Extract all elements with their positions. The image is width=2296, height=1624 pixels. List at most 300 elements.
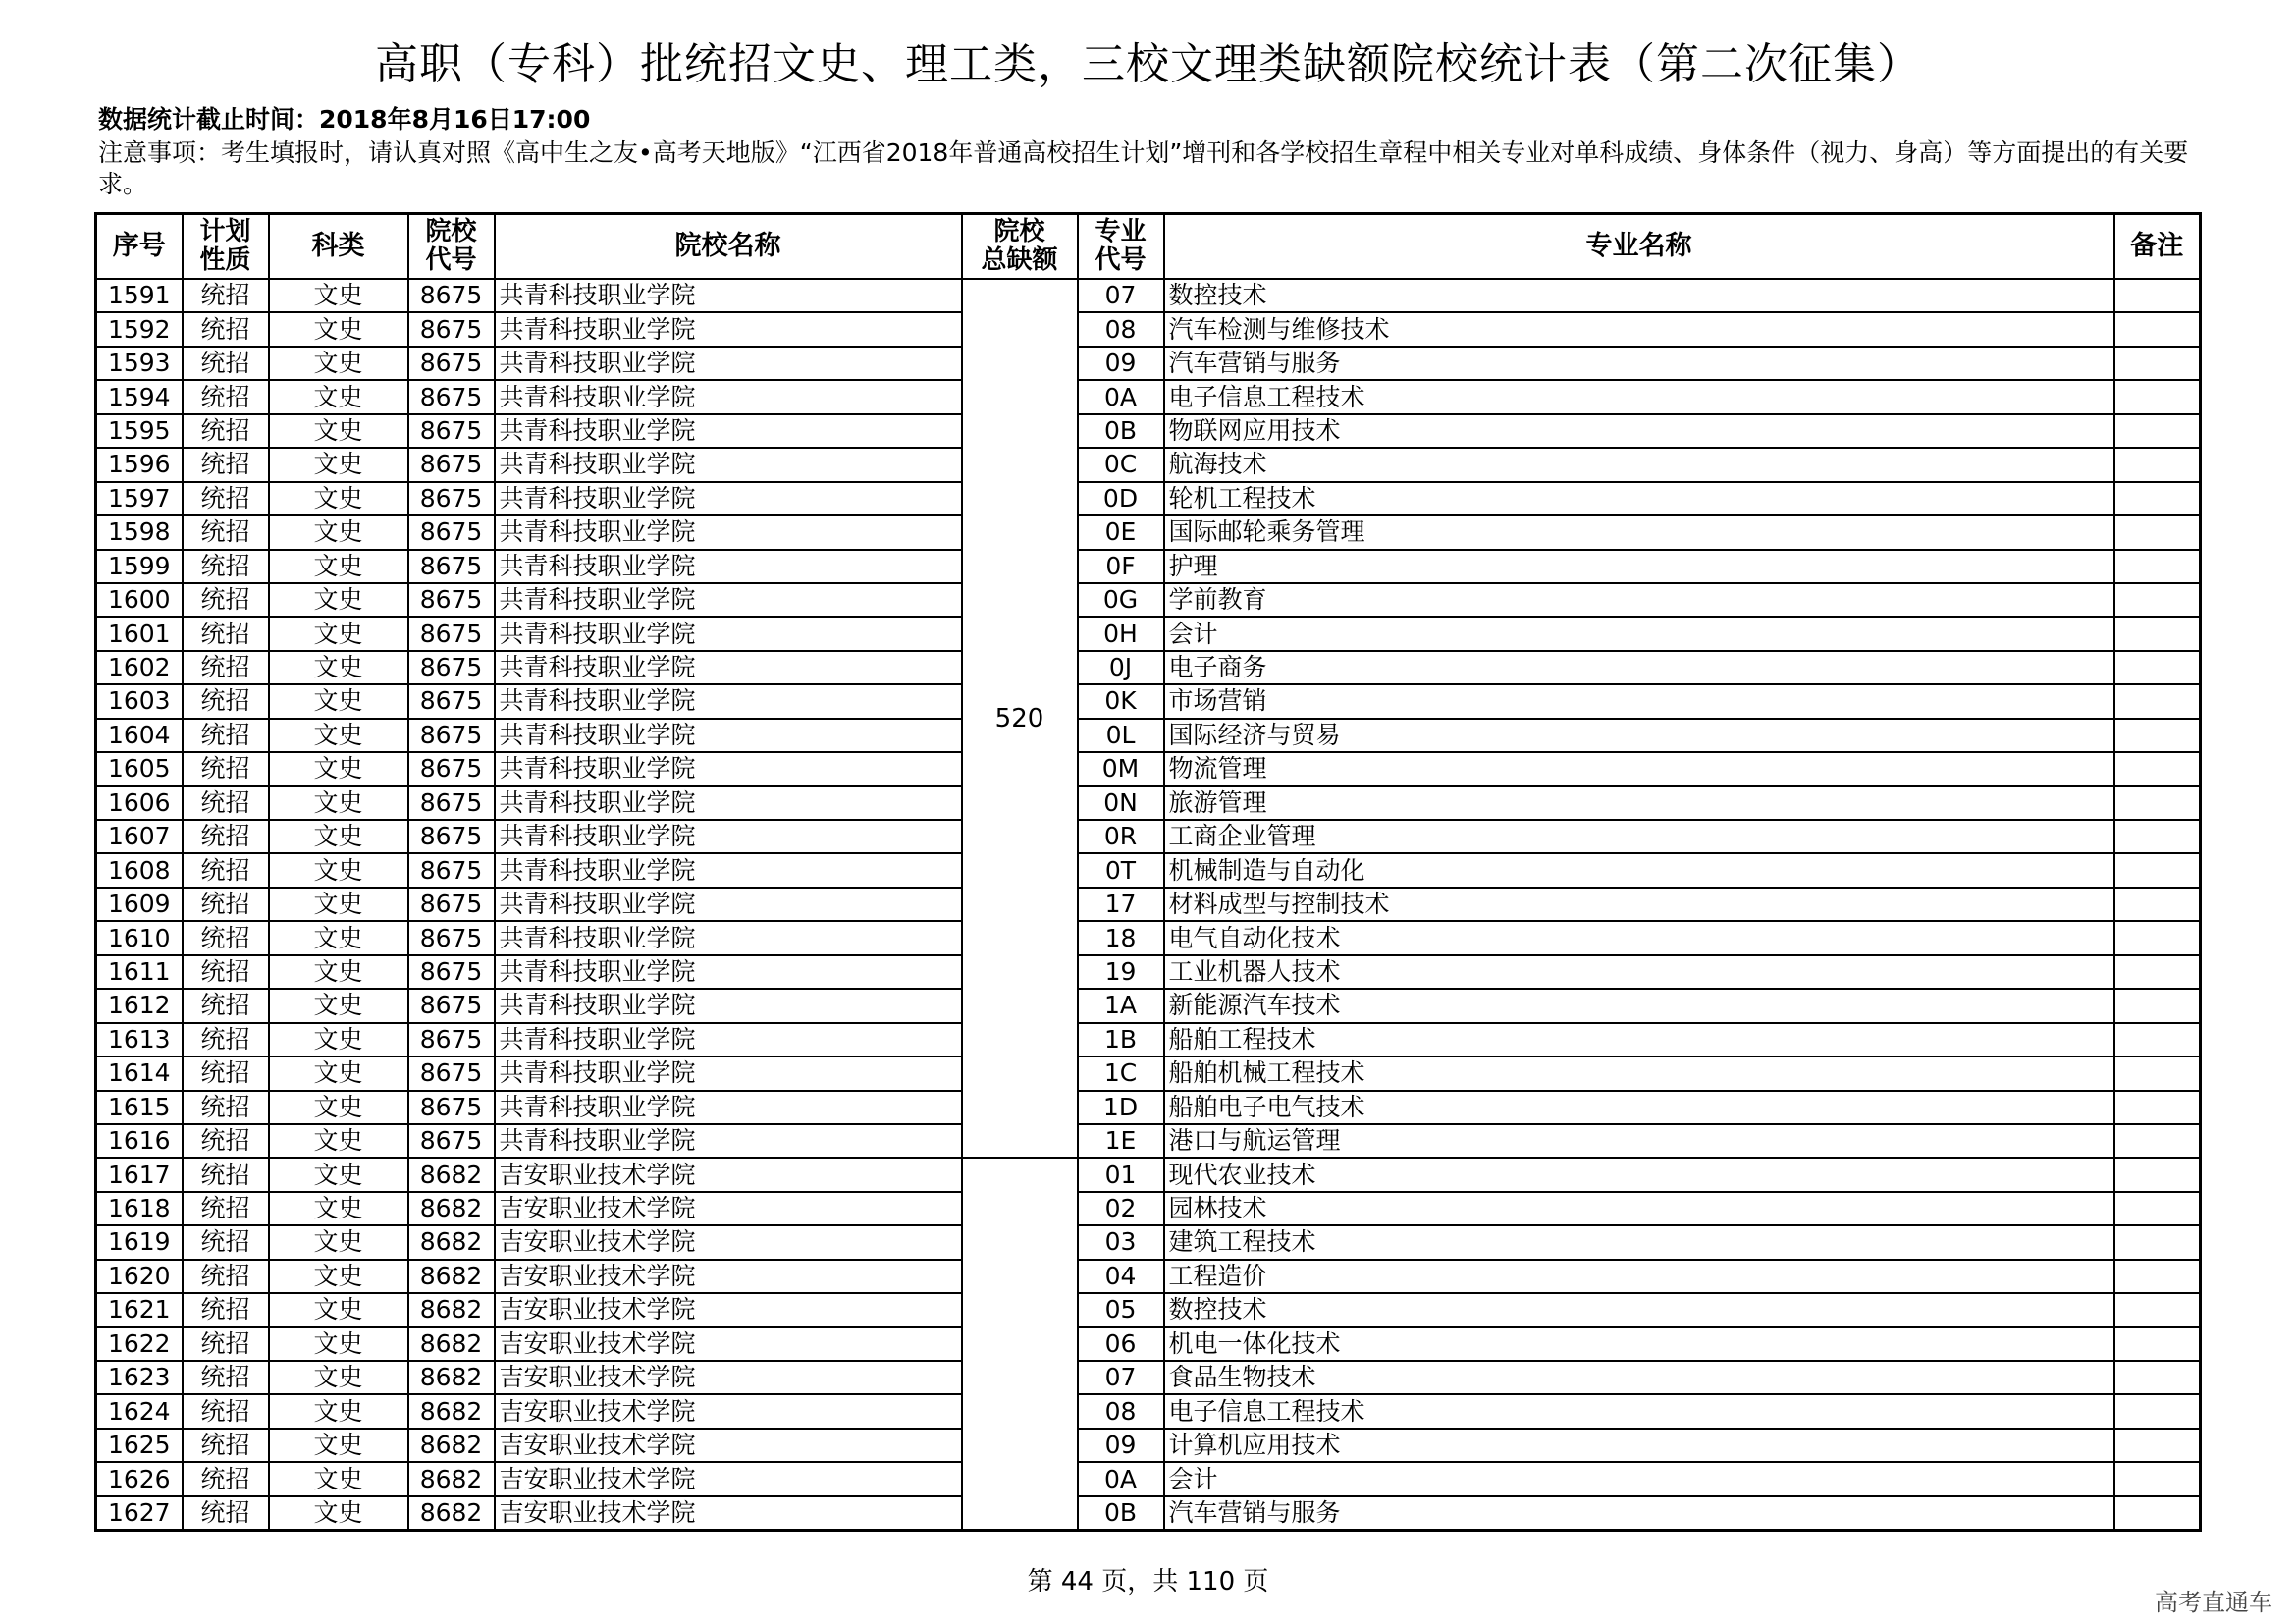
cell-seq: 1619 [96, 1225, 183, 1259]
cell-school-name: 吉安职业技术学院 [495, 1158, 962, 1191]
cell-major-code: 0A [1078, 1462, 1164, 1495]
cell-school-code: 8682 [408, 1192, 495, 1225]
table-row [96, 786, 2201, 820]
cell-seq: 1625 [96, 1429, 183, 1462]
table-row [96, 1091, 2201, 1124]
cell-remark [2114, 752, 2201, 785]
cell-major-name: 工业机器人技术 [1164, 955, 2114, 989]
table-row [96, 347, 2201, 380]
cell-seq: 1592 [96, 312, 183, 346]
cell-school-code: 8682 [408, 1462, 495, 1495]
table-row [96, 888, 2201, 921]
cell-remark [2114, 414, 2201, 448]
cell-category: 文史 [269, 414, 408, 448]
cell-major-name: 材料成型与控制技术 [1164, 888, 2114, 921]
table-row [96, 1260, 2201, 1293]
cell-category: 文史 [269, 347, 408, 380]
cell-plan: 统招 [183, 1394, 269, 1428]
cell-remark [2114, 1394, 2201, 1428]
cell-seq: 1612 [96, 989, 183, 1022]
cell-category: 文史 [269, 719, 408, 752]
cell-category: 文史 [269, 1023, 408, 1056]
cell-school-code: 8675 [408, 347, 495, 380]
cell-plan: 统招 [183, 1260, 269, 1293]
table-row [96, 989, 2201, 1022]
cell-major-code: 18 [1078, 921, 1164, 954]
cell-school-code: 8675 [408, 482, 495, 515]
cell-major-code: 0T [1078, 853, 1164, 887]
cell-major-code: 01 [1078, 1158, 1164, 1191]
cell-plan: 统招 [183, 312, 269, 346]
cell-seq: 1615 [96, 1091, 183, 1124]
col-header-plan-line2: 性质 [199, 245, 251, 275]
cell-major-name: 机电一体化技术 [1164, 1327, 2114, 1361]
cell-remark [2114, 1023, 2201, 1056]
cell-remark [2114, 1056, 2201, 1090]
cell-remark [2114, 888, 2201, 921]
table-row [96, 1327, 2201, 1361]
cell-school-code: 8682 [408, 1327, 495, 1361]
cell-major-name: 新能源汽车技术 [1164, 989, 2114, 1022]
cell-school-code: 8675 [408, 448, 495, 481]
cell-school-code: 8675 [408, 617, 495, 650]
cell-seq: 1600 [96, 583, 183, 617]
cell-remark [2114, 515, 2201, 549]
cell-major-code: 0R [1078, 820, 1164, 853]
cell-school-code: 8675 [408, 989, 495, 1022]
cell-school-code: 8675 [408, 380, 495, 413]
cell-school-name: 共青科技职业学院 [495, 786, 962, 820]
cell-school-name: 共青科技职业学院 [495, 482, 962, 515]
table-row [96, 380, 2201, 413]
cell-remark [2114, 347, 2201, 380]
cell-school-name: 共青科技职业学院 [495, 515, 962, 549]
col-header-school-code [408, 214, 495, 280]
cell-category: 文史 [269, 1429, 408, 1462]
table-header-row [96, 214, 2201, 280]
cell-remark [2114, 1260, 2201, 1293]
col-header-major-name: 专业名称 [1164, 214, 2114, 280]
table-row [96, 1124, 2201, 1158]
cell-major-code: 0M [1078, 752, 1164, 785]
table-row [96, 1462, 2201, 1495]
cell-school-name: 共青科技职业学院 [495, 651, 962, 684]
cell-plan: 统招 [183, 347, 269, 380]
cell-category: 文史 [269, 1293, 408, 1326]
col-header-vacancy-line2: 总缺额 [981, 245, 1058, 275]
cell-major-code: 0F [1078, 550, 1164, 583]
col-header-vacancy [962, 214, 1078, 280]
cell-school-code: 8675 [408, 550, 495, 583]
cell-school-name: 共青科技职业学院 [495, 312, 962, 346]
cell-remark [2114, 482, 2201, 515]
cell-plan: 统招 [183, 1158, 269, 1191]
cell-remark [2114, 550, 2201, 583]
table-row [96, 414, 2201, 448]
cell-major-code: 17 [1078, 888, 1164, 921]
cell-school-code: 8682 [408, 1293, 495, 1326]
cell-category: 文史 [269, 550, 408, 583]
cell-major-code: 09 [1078, 347, 1164, 380]
cell-major-code: 0H [1078, 617, 1164, 650]
cell-plan: 统招 [183, 448, 269, 481]
cell-plan: 统招 [183, 1225, 269, 1259]
cell-seq: 1613 [96, 1023, 183, 1056]
table-row [96, 617, 2201, 650]
cell-school-name: 吉安职业技术学院 [495, 1192, 962, 1225]
table-row [96, 515, 2201, 549]
page-footer: 第 44 页，共 110 页 [1027, 1567, 1269, 1597]
cell-major-name: 数控技术 [1164, 1293, 2114, 1326]
cell-category: 文史 [269, 955, 408, 989]
cell-major-code: 02 [1078, 1192, 1164, 1225]
cell-category: 文史 [269, 583, 408, 617]
cell-major-code: 0J [1078, 651, 1164, 684]
cell-seq: 1597 [96, 482, 183, 515]
cell-school-code: 8675 [408, 1056, 495, 1090]
table-row [96, 1056, 2201, 1090]
cell-remark [2114, 921, 2201, 954]
cell-school-code: 8675 [408, 955, 495, 989]
cell-remark [2114, 989, 2201, 1022]
col-header-major-code-line1: 专业 [1095, 217, 1147, 246]
cell-category: 文史 [269, 921, 408, 954]
cell-school-code: 8675 [408, 1023, 495, 1056]
cell-plan: 统招 [183, 1429, 269, 1462]
cell-major-name: 国际邮轮乘务管理 [1164, 515, 2114, 549]
cell-plan: 统招 [183, 752, 269, 785]
cell-seq: 1605 [96, 752, 183, 785]
cell-seq: 1616 [96, 1124, 183, 1158]
cell-category: 文史 [269, 820, 408, 853]
cell-category: 文史 [269, 853, 408, 887]
cell-school-code: 8675 [408, 651, 495, 684]
cell-major-name: 船舶工程技术 [1164, 1023, 2114, 1056]
cell-major-name: 护理 [1164, 550, 2114, 583]
cell-plan: 统招 [183, 1192, 269, 1225]
cell-remark [2114, 312, 2201, 346]
cell-major-name: 现代农业技术 [1164, 1158, 2114, 1191]
cell-major-name: 会计 [1164, 617, 2114, 650]
cell-category: 文史 [269, 1496, 408, 1531]
cell-school-name: 共青科技职业学院 [495, 684, 962, 718]
cell-remark [2114, 1429, 2201, 1462]
cell-major-code: 1E [1078, 1124, 1164, 1158]
cell-remark [2114, 380, 2201, 413]
table-row [96, 921, 2201, 954]
cell-plan: 统招 [183, 515, 269, 549]
table-row [96, 583, 2201, 617]
cell-major-code: 08 [1078, 312, 1164, 346]
cell-major-name: 食品生物技术 [1164, 1361, 2114, 1394]
cell-vacancy: 520 [962, 279, 1078, 1158]
cell-school-code: 8675 [408, 312, 495, 346]
cell-category: 文史 [269, 1394, 408, 1428]
cell-school-name: 共青科技职业学院 [495, 583, 962, 617]
cell-school-code: 8675 [408, 921, 495, 954]
cell-school-code: 8682 [408, 1394, 495, 1428]
cell-major-name: 物流管理 [1164, 752, 2114, 785]
table-row [96, 550, 2201, 583]
cell-remark [2114, 1462, 2201, 1495]
cell-school-code: 8675 [408, 1091, 495, 1124]
cell-category: 文史 [269, 380, 408, 413]
cell-school-name: 共青科技职业学院 [495, 719, 962, 752]
cell-seq: 1620 [96, 1260, 183, 1293]
table-row [96, 1225, 2201, 1259]
cell-school-name: 共青科技职业学院 [495, 921, 962, 954]
cell-school-name: 吉安职业技术学院 [495, 1361, 962, 1394]
cell-major-code: 04 [1078, 1260, 1164, 1293]
cell-major-code: 1A [1078, 989, 1164, 1022]
cell-major-name: 电子商务 [1164, 651, 2114, 684]
cell-school-name: 吉安职业技术学院 [495, 1225, 962, 1259]
cell-school-name: 吉安职业技术学院 [495, 1394, 962, 1428]
col-header-school-code-line2: 代号 [425, 245, 477, 275]
table-row [96, 1023, 2201, 1056]
cell-category: 文史 [269, 989, 408, 1022]
cell-remark [2114, 617, 2201, 650]
cell-category: 文史 [269, 786, 408, 820]
cell-major-name: 航海技术 [1164, 448, 2114, 481]
col-header-major-code [1078, 214, 1164, 280]
cell-major-code: 0D [1078, 482, 1164, 515]
cell-seq: 1596 [96, 448, 183, 481]
col-header-major-code-line2: 代号 [1095, 245, 1147, 275]
table-row [96, 820, 2201, 853]
cell-major-code: 0E [1078, 515, 1164, 549]
cell-category: 文史 [269, 1192, 408, 1225]
col-header-vacancy-line1: 院校 [993, 217, 1045, 246]
cell-school-code: 8675 [408, 752, 495, 785]
cell-seq: 1594 [96, 380, 183, 413]
cell-school-name: 共青科技职业学院 [495, 347, 962, 380]
cell-school-code: 8675 [408, 786, 495, 820]
cell-major-name: 船舶机械工程技术 [1164, 1056, 2114, 1090]
cell-category: 文史 [269, 1124, 408, 1158]
cell-school-name: 共青科技职业学院 [495, 820, 962, 853]
cell-school-name: 共青科技职业学院 [495, 414, 962, 448]
cell-remark [2114, 820, 2201, 853]
cell-seq: 1611 [96, 955, 183, 989]
cell-major-name: 机械制造与自动化 [1164, 853, 2114, 887]
cell-school-name: 吉安职业技术学院 [495, 1496, 962, 1531]
cell-vacancy [962, 1158, 1078, 1530]
cell-remark [2114, 1091, 2201, 1124]
cell-school-name: 吉安职业技术学院 [495, 1429, 962, 1462]
cell-category: 文史 [269, 1091, 408, 1124]
cell-seq: 1623 [96, 1361, 183, 1394]
col-header-plan-line1: 计划 [199, 217, 251, 246]
cell-school-name: 共青科技职业学院 [495, 448, 962, 481]
cell-school-code: 8682 [408, 1225, 495, 1259]
col-header-school-name: 院校名称 [495, 214, 962, 280]
cell-category: 文史 [269, 482, 408, 515]
cell-school-code: 8675 [408, 719, 495, 752]
cell-plan: 统招 [183, 1293, 269, 1326]
cell-school-code: 8675 [408, 820, 495, 853]
cell-major-code: 05 [1078, 1293, 1164, 1326]
cell-seq: 1599 [96, 550, 183, 583]
table-row [96, 1361, 2201, 1394]
cell-major-name: 电子信息工程技术 [1164, 380, 2114, 413]
cell-school-name: 共青科技职业学院 [495, 617, 962, 650]
cell-plan: 统招 [183, 651, 269, 684]
cell-school-code: 8675 [408, 414, 495, 448]
cell-major-name: 汽车检测与维修技术 [1164, 312, 2114, 346]
table-row [96, 1158, 2201, 1191]
cell-remark [2114, 1327, 2201, 1361]
table-row [96, 955, 2201, 989]
cell-school-code: 8675 [408, 279, 495, 312]
cell-plan: 统招 [183, 989, 269, 1022]
cell-major-name: 会计 [1164, 1462, 2114, 1495]
cell-school-name: 吉安职业技术学院 [495, 1260, 962, 1293]
cell-major-code: 07 [1078, 279, 1164, 312]
cell-school-code: 8675 [408, 853, 495, 887]
cell-major-name: 市场营销 [1164, 684, 2114, 718]
cell-plan: 统招 [183, 1091, 269, 1124]
cell-seq: 1610 [96, 921, 183, 954]
table-row [96, 853, 2201, 887]
cell-plan: 统招 [183, 617, 269, 650]
table-row [96, 651, 2201, 684]
cell-major-name: 轮机工程技术 [1164, 482, 2114, 515]
cell-school-code: 8682 [408, 1361, 495, 1394]
cell-major-code: 0C [1078, 448, 1164, 481]
cell-major-code: 1C [1078, 1056, 1164, 1090]
cell-category: 文史 [269, 1225, 408, 1259]
cell-plan: 统招 [183, 853, 269, 887]
cell-major-code: 0N [1078, 786, 1164, 820]
cell-major-code: 0L [1078, 719, 1164, 752]
cell-major-code: 1B [1078, 1023, 1164, 1056]
cell-plan: 统招 [183, 820, 269, 853]
cell-remark [2114, 1192, 2201, 1225]
cell-category: 文史 [269, 312, 408, 346]
col-header-school-code-line1: 院校 [425, 217, 477, 246]
cell-category: 文史 [269, 279, 408, 312]
cell-major-name: 港口与航运管理 [1164, 1124, 2114, 1158]
cell-plan: 统招 [183, 1327, 269, 1361]
cell-remark [2114, 1225, 2201, 1259]
cell-seq: 1624 [96, 1394, 183, 1428]
cell-plan: 统招 [183, 1023, 269, 1056]
cell-plan: 统招 [183, 380, 269, 413]
cell-seq: 1609 [96, 888, 183, 921]
cell-plan: 统招 [183, 482, 269, 515]
col-header-category: 科类 [269, 214, 408, 280]
cell-major-name: 汽车营销与服务 [1164, 1496, 2114, 1531]
cell-major-name: 旅游管理 [1164, 786, 2114, 820]
cell-major-code: 07 [1078, 1361, 1164, 1394]
col-header-seq: 序号 [96, 214, 183, 280]
table-row [96, 719, 2201, 752]
cell-major-name: 工商企业管理 [1164, 820, 2114, 853]
cell-major-code: 03 [1078, 1225, 1164, 1259]
cell-seq: 1607 [96, 820, 183, 853]
cell-category: 文史 [269, 1327, 408, 1361]
deadline-text: 数据统计截止时间：2018年8月16日17:00 [98, 105, 591, 134]
cell-school-code: 8682 [408, 1496, 495, 1531]
table-row [96, 684, 2201, 718]
cell-seq: 1603 [96, 684, 183, 718]
cell-major-name: 物联网应用技术 [1164, 414, 2114, 448]
cell-plan: 统招 [183, 1056, 269, 1090]
cell-remark [2114, 786, 2201, 820]
cell-plan: 统招 [183, 1361, 269, 1394]
cell-category: 文史 [269, 1056, 408, 1090]
cell-school-name: 共青科技职业学院 [495, 853, 962, 887]
cell-category: 文史 [269, 651, 408, 684]
cell-seq: 1626 [96, 1462, 183, 1495]
cell-seq: 1618 [96, 1192, 183, 1225]
cell-category: 文史 [269, 1462, 408, 1495]
col-header-plan [183, 214, 269, 280]
table-row [96, 1429, 2201, 1462]
table-row [96, 482, 2201, 515]
cell-category: 文史 [269, 684, 408, 718]
table-body [96, 279, 2201, 1531]
cell-major-code: 0A [1078, 380, 1164, 413]
cell-major-code: 06 [1078, 1327, 1164, 1361]
cell-remark [2114, 1496, 2201, 1531]
cell-category: 文史 [269, 448, 408, 481]
cell-remark [2114, 1361, 2201, 1394]
cell-remark [2114, 448, 2201, 481]
cell-category: 文史 [269, 1361, 408, 1394]
cell-school-name: 共青科技职业学院 [495, 989, 962, 1022]
cell-seq: 1608 [96, 853, 183, 887]
cell-school-code: 8675 [408, 1124, 495, 1158]
cell-major-name: 国际经济与贸易 [1164, 719, 2114, 752]
vacancy-table [94, 212, 2202, 1532]
cell-major-name: 电子信息工程技术 [1164, 1394, 2114, 1428]
cell-remark [2114, 719, 2201, 752]
cell-major-code: 0B [1078, 1496, 1164, 1531]
cell-remark [2114, 1158, 2201, 1191]
cell-remark [2114, 651, 2201, 684]
cell-school-name: 共青科技职业学院 [495, 380, 962, 413]
cell-major-name: 船舶电子电气技术 [1164, 1091, 2114, 1124]
cell-remark [2114, 853, 2201, 887]
cell-plan: 统招 [183, 719, 269, 752]
cell-major-code: 19 [1078, 955, 1164, 989]
cell-school-name: 共青科技职业学院 [495, 550, 962, 583]
cell-plan: 统招 [183, 583, 269, 617]
cell-major-name: 学前教育 [1164, 583, 2114, 617]
table-row [96, 1496, 2201, 1531]
cell-school-code: 8682 [408, 1260, 495, 1293]
cell-major-name: 建筑工程技术 [1164, 1225, 2114, 1259]
table-row [96, 1192, 2201, 1225]
col-header-remark: 备注 [2114, 214, 2201, 280]
cell-major-code: 08 [1078, 1394, 1164, 1428]
cell-seq: 1621 [96, 1293, 183, 1326]
cell-school-name: 共青科技职业学院 [495, 752, 962, 785]
cell-major-name: 数控技术 [1164, 279, 2114, 312]
cell-category: 文史 [269, 617, 408, 650]
cell-plan: 统招 [183, 1124, 269, 1158]
cell-major-code: 0G [1078, 583, 1164, 617]
cell-plan: 统招 [183, 786, 269, 820]
watermark-text: 高考直通车 [2155, 1589, 2272, 1616]
table-row [96, 1293, 2201, 1326]
cell-remark [2114, 955, 2201, 989]
cell-remark [2114, 583, 2201, 617]
cell-category: 文史 [269, 752, 408, 785]
cell-school-code: 8682 [408, 1429, 495, 1462]
